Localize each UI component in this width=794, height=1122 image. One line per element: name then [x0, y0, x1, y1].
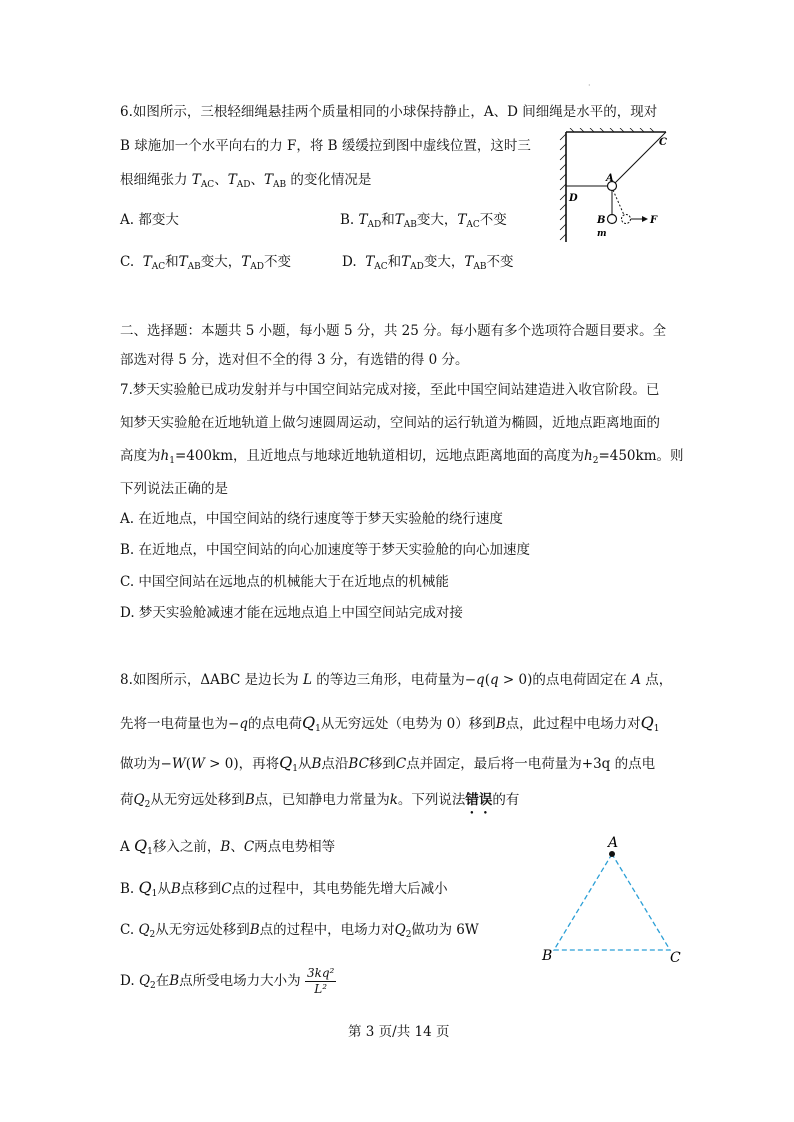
label-m: m [597, 229, 607, 239]
q8-line1-a: 8.如图所示，ΔABC 是边长为 [120, 672, 299, 688]
q8-option-b-text: 从 [157, 881, 171, 897]
q8-line2: 先将一电荷量也为−q的点电荷$Q_1$从无穷远处（电势为 0）移到B点，此过程中电场力对$Q_1$ [120, 713, 660, 734]
label-b: B [542, 948, 553, 964]
q8-line1: 8.如图所示，ΔABC 是边长为 L 的等边三角形，电荷量为−q(q > 0)的点电荷固定在 A 点， [120, 672, 673, 688]
q8-line4-c: 点，已知静电力常量为 [254, 792, 390, 808]
q8-option-c-text2: 点的过程中，电场力对 [259, 922, 395, 938]
q8-option-b-text2: 点移到 [180, 881, 222, 897]
q6-option-d-and: 和 [387, 254, 402, 270]
q8-line4-a: 荷 [120, 792, 134, 808]
q6-option-d-prefix: D. [342, 254, 357, 270]
q8-line4-emphasis: 错误 [465, 792, 493, 808]
wall-hatching [560, 128, 654, 240]
q8-option-a-prefix: A [120, 839, 130, 855]
corner-mark: · [588, 81, 591, 90]
q8-option-d: D. $Q_2$在B点所受电场力大小为 $\frac{\text{3kq²}}{\text{L²}}$ [120, 966, 335, 996]
q8-line3-d: 点沿 [321, 756, 349, 772]
q8-option-b: B. $Q_1$从B点移到C点的过程中，其电势能先增大后减小 [120, 878, 448, 899]
q8-line3-e: 移到 [368, 756, 396, 772]
q8-line2-d: 点，此过程中电场力对 [505, 716, 641, 732]
label-c: C [670, 950, 681, 966]
ball-b [608, 215, 617, 224]
q8-line1-b: 的等边三角形，电荷量为 [316, 672, 465, 688]
q6-stem-line3-prefix: 根细绳张力 [120, 172, 188, 188]
q6-option-c-same: 不变 [264, 254, 292, 270]
q6-stem-line2: B 球施加一个水平向右的力 F，将 B 缓缓拉到图中虚线位置，这时三 [120, 138, 531, 154]
q8-line3-c: 从 [297, 756, 312, 772]
q8-option-c-text3: 做功为 6W [411, 922, 479, 938]
q8-option-d-prefix: D. [120, 973, 135, 989]
section2-line2: 部选对得 5 分，选对但不全的得 3 分，有选错的得 0 分。 [120, 352, 469, 368]
rope-dashed [613, 190, 624, 215]
q8-triangle-diagram [538, 832, 692, 968]
q8-line3: 做功为−W(W > 0)，再将$Q_1$从B点沿BC移到C点并固定，最后将一电荷量为+3q 的点电 [120, 753, 656, 774]
q8-option-a-text: 移入之前， [152, 839, 221, 855]
q6-option-c-and: 和 [165, 254, 179, 270]
section2-line1: 二、选择题：本题共 5 小题，每小题 5 分，共 25 分。每小题有多个选项符合题目要求。全 [120, 323, 667, 339]
q6-stem-line3-suffix: 的变化情况是 [290, 172, 372, 188]
q7-line3: 高度为$h_1=400km$，且近地点与地球近地轨道相切，远地点距离地面的高度为$h_2=450km$。则 [120, 448, 684, 466]
q8-line4: 荷$Q_2$从无穷远处移到B点，已知静电力常量为k。下列说法错误的有 [120, 792, 520, 810]
q8-option-a: A $Q_1$移入之前，B、C两点电势相等 [120, 836, 336, 857]
point-charge-a [609, 851, 615, 857]
label-b: B [597, 215, 606, 226]
q8-line4-e: 的有 [492, 792, 520, 808]
q8-line1-d: 点， [645, 672, 673, 688]
q8-option-d-text2: 点所受电场力大小为 [179, 973, 301, 989]
q8-option-c: C. $Q_2$从无穷远处移到B点的过程中，电场力对$Q_2$做功为 6W [120, 922, 479, 940]
q8-line3-f: 点并固定，最后将一电荷量为+3q 的点电 [406, 756, 656, 772]
q7-option-b: B. 在近地点，中国空间站的向心加速度等于梦天实验舱的向心加速度 [120, 542, 531, 558]
q8-line1-c: 的点电荷固定在 [532, 672, 627, 688]
fraction-numerator: 3kq² [306, 966, 335, 980]
force-arrow-head [642, 216, 648, 222]
q7-option-a: A. 在近地点，中国空间站的绕行速度等于梦天实验舱的绕行速度 [120, 511, 503, 527]
triangle-abc [554, 854, 670, 950]
q7-line2: 知梦天实验舱在近地轨道上做匀速圆周运动，空间站的运行轨道为椭圆，近地点距离地面的 [120, 415, 660, 431]
label-c: C [659, 137, 667, 148]
label-f: F [650, 215, 658, 226]
q6-option-d-big: 变大， [423, 254, 465, 270]
q8-option-b-text3: 点的过程中，其电势能先增大后减小 [231, 881, 448, 897]
q6-option-a: A. 都变大 [120, 212, 179, 228]
q6-option-b-suffix: 变大， [416, 212, 458, 228]
page-footer: 第 3 页/共 14 页 [348, 1024, 450, 1040]
q8-line2-c: 从无穷远处（电势为 0）移到 [320, 716, 496, 732]
q8-line4-d: 。下列说法 [397, 792, 466, 808]
q6-option-c-prefix: C. [120, 254, 135, 270]
q6-stem-line3: 根细绳张力 $T_{AC}$、$T_{AD}$、$T_{AB}$ 的变化情况是 [120, 172, 372, 190]
label-a: A [606, 173, 614, 184]
q6-option-b-and: 和 [381, 212, 395, 228]
q7-option-c: C. 中国空间站在远地点的机械能大于在近地点的机械能 [120, 574, 449, 590]
q6-stem-line1: 6.如图所示，三根轻细绳悬挂两个质量相同的小球保持静止，A、D 间细绳是水平的，现对 [120, 104, 658, 120]
q7-option-d: D. 梦天实验舱减速才能在远地点追上中国空间站完成对接 [120, 605, 463, 621]
q7-line3-c: =450km。则 [598, 448, 684, 464]
q8-option-a-text2: 两点电势相等 [254, 839, 336, 855]
q6-option-d-same: 不变 [486, 254, 514, 270]
q8-option-d-fraction [305, 966, 336, 997]
q6-option-b-end: 不变 [479, 212, 507, 228]
q8-option-c-prefix: C. [120, 922, 135, 938]
q7-line3-b: =400km，且近地点与地球近地轨道相切，远地点距离地面的高度为 [174, 448, 584, 464]
q6-option-b-prefix: B. [340, 212, 355, 228]
rope-ac [612, 132, 666, 186]
label-a: A [608, 835, 619, 851]
q6-option-d: D. $T_{AC}$和$T_{AD}$变大，$T_{AB}$不变 [342, 254, 514, 272]
q6-option-c-big: 变大， [200, 254, 242, 270]
q8-line4-b: 从无穷远处移到 [150, 792, 245, 808]
q8-option-b-prefix: B. [120, 881, 135, 897]
q6-diagram [556, 128, 686, 246]
q8-option-c-text: 从无穷远处移到 [155, 922, 250, 938]
q6-option-c: C. $T_{AC}$和$T_{AB}$变大，$T_{AD}$不变 [120, 254, 292, 272]
q7-line3-a: 高度为 [120, 448, 161, 464]
label-d: D [569, 193, 578, 204]
q7-line1: 7.梦天实验舱已成功发射并与中国空间站完成对接，至此中国空间站建造进入收官阶段。已 [120, 382, 660, 398]
ball-b-dashed [622, 215, 631, 224]
q8-line2-a: 先将一电荷量也为 [120, 716, 228, 732]
fraction-denominator: L² [314, 982, 328, 996]
q8-line2-b: 的点电荷 [247, 716, 302, 732]
q6-option-b: B. $T_{AD}$和$T_{AB}$变大，$T_{AC}$不变 [340, 212, 507, 230]
q8-line3-b: ，再将 [238, 756, 280, 772]
q8-option-d-text: 在 [155, 973, 170, 989]
q7-line4: 下列说法正确的是 [120, 481, 228, 497]
q8-line3-a: 做功为 [120, 756, 161, 772]
